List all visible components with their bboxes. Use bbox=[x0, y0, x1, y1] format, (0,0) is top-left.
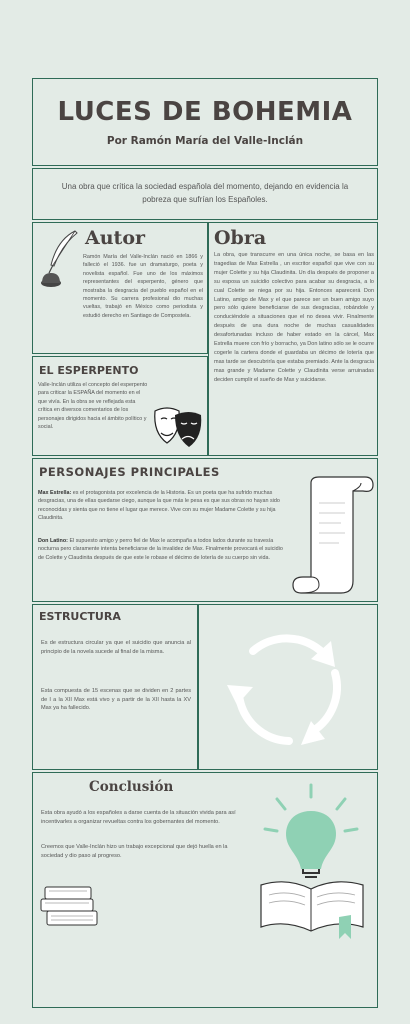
personaje-max-text: es el protagonista por excelencia de la Historia. Es un poeta que ha sufrido muchas desgracias, una de ellas quedarse ciego, aunque la que más le pesa es que sus obras no hayan sido reconocidas y sienta que no tiene el lugar que merece. Vive con su mujer Madame Colette y su hija Claudinita. bbox=[38, 490, 280, 522]
estructura-box bbox=[32, 604, 198, 770]
theater-masks-icon bbox=[149, 403, 207, 453]
estructura-p1: Es de estructura circular ya que el suicidio que anuncia al principio de la novela sucede al final de la misma. bbox=[41, 640, 191, 655]
personaje-max-name: Max Estrella: bbox=[38, 490, 72, 496]
page-title: LUCES DE BOHEMIA bbox=[57, 97, 353, 127]
intro-text: Una obra que crítica la sociedad española del momento, dejando en evidencia la pobreza que sufrían los Españoles. bbox=[61, 182, 349, 204]
quill-ink-icon bbox=[37, 229, 81, 293]
circular-arrows-icon bbox=[213, 613, 363, 763]
intro-box bbox=[32, 168, 378, 220]
personaje-max bbox=[38, 489, 288, 523]
personaje-latino-text: El supuesto amigo y perro fiel de Max le acompaña a todos lados durante su travesía nocturna pero claramente intenta beneficiarse de la invalidez de Max. Finalmente provocará el suicidio de Colette y Claudinita después de que este le robase el décimo de lotería de su cuerpo sin vida. bbox=[38, 538, 283, 561]
estructura-p2: Esta compuesta de 15 escenas que se dividen en 2 partes de I a la XII Max está vivo y a partir de la XII hasta la XV Max ya ha fallecido. bbox=[41, 688, 191, 712]
page-subtitle: Por Ramón María del Valle-Inclán bbox=[106, 135, 304, 147]
obra-title: Obra bbox=[214, 227, 267, 249]
personajes-box bbox=[32, 458, 378, 602]
obra-box bbox=[208, 222, 378, 456]
personajes-title: PERSONAJES PRINCIPALES bbox=[39, 465, 220, 479]
cycle-box bbox=[198, 604, 378, 770]
header-box bbox=[32, 78, 378, 166]
personaje-latino bbox=[38, 537, 288, 562]
estructura-title: ESTRUCTURA bbox=[39, 610, 121, 623]
scroll-icon bbox=[291, 473, 375, 597]
conclusion-text2: Creemos que Valle-Inclán hizo un trabajo excepcional que dejó huella en la sociedad y dio paso al progreso. bbox=[41, 844, 228, 859]
autor-title: Autor bbox=[85, 227, 146, 249]
esperpento-title: EL ESPERPENTO bbox=[39, 364, 139, 377]
personaje-latino-name: Don Latino: bbox=[38, 538, 68, 544]
books-stack-icon bbox=[39, 881, 103, 931]
autor-box bbox=[32, 222, 208, 354]
obra-text: La obra, que transcurre en una única noche, se basa en las tragedias de Max Estrella , un escritor español que vive con su mujer Colette y su hija Claudinita. Un día después de proponer a su esposa un suicidio colectivo para acabar su desgracia, a lo cual Colette se niega por su hija. Entonces aparecerá Don Latino, amigo de Max y el que parece ser un buen amigo suyo pero sólo quiere beneficiarse de sus desgracias, robándole y conduciéndole a situaciones que el no desea vivir. Finalmente después de una dura noche de muchas casualidades desafortunadas incluso de haber estado en la cárcel, Max Estrella muere con frío y borracho, ya Don latino sólo se le ocurre cogerle la cartera donde el guardaba un décimo de lotería que mas tarde se descubriría que estaba premiado. Ante la desgracia mas grande y Madame Colette y Claudinita verse arruinadas deciden cumplir el sueño de Max y suicidarse. bbox=[214, 252, 374, 383]
esperpento-text: Valle-Inclán utiliza el concepto del esperpento para criticar la ESPAÑA del momento en el que vivía. En la obra se ve reflejada esta crítica en diversos comentarios de los personajes dirigidos hacia el ámbito político y social. bbox=[38, 382, 148, 430]
conclusion-title: Conclusión bbox=[89, 779, 174, 795]
esperpento-box bbox=[32, 356, 208, 456]
conclusion-box bbox=[32, 772, 378, 1008]
autor-text: Ramón María del Valle-Inclán nació en 1866 y falleció el 1936. fue un dramaturgo, poeta y novelista español. Fue uno de los máximos representantes del esperpento, género que mostraba la desgracia del pueblo español en el momento. Su carrera profesional dio muchas vueltas, trabajó en México como periodista y estudió derecho en Santiago de Compostela. bbox=[83, 254, 203, 319]
lightbulb-book-icon bbox=[247, 777, 377, 949]
conclusion-text: Esta obra ayudó a los españoles a darse cuenta de la situación vivida para así incentivarles a organizar revueltas contra los gobernantes del momento. bbox=[41, 810, 236, 825]
